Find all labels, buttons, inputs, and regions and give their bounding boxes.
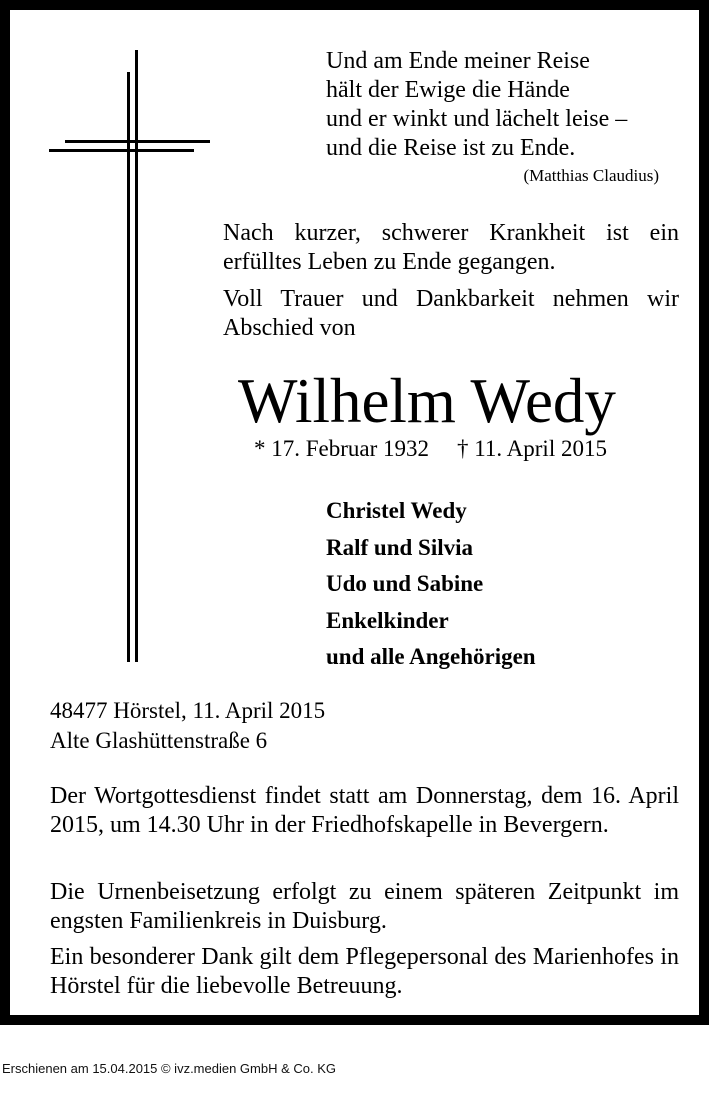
deceased-name: Wilhelm Wedy — [238, 366, 616, 436]
poem-line: Und am Ende meiner Reise — [326, 48, 590, 74]
place-date: 48477 Hörstel, 11. April 2015 — [50, 698, 326, 723]
poem-line: hält der Ewige die Hände — [326, 77, 570, 103]
family-member: Christel Wedy — [326, 498, 467, 523]
intro-paragraph: Nach kurzer, schwerer Krankheit ist ein erfülltes Leben zu Ende gegangen. — [223, 220, 679, 275]
death-date: † 11. April 2015 — [457, 436, 607, 461]
service-paragraph: Der Wortgottesdienst findet statt am Donnerstag, dem 16. April 2015, um 14.30 Uhr in der Friedhofskapelle in Bevergern. — [50, 783, 679, 838]
address-block — [50, 696, 650, 756]
publication-footer: Erschienen am 15.04.2015 © ivz.medien GmbH & Co. KG — [2, 1061, 337, 1076]
poem — [326, 47, 686, 163]
family-member: Ralf und Silvia — [326, 534, 473, 560]
family-list — [326, 493, 666, 676]
service-paragraph: Ein besonderer Dank gilt dem Pflegepersonal des Marienhofes in Hörstel für die liebevolle Betreuung. — [50, 944, 679, 999]
intro-paragraph: Voll Trauer und Dankbarkeit nehmen wir Abschied von — [223, 286, 679, 341]
family-member: Enkelkinder — [326, 607, 449, 633]
service-paragraph: Die Urnenbeisetzung erfolgt zu einem späteren Zeitpunkt im engsten Familienkreis in Duisburg. — [50, 879, 679, 934]
poem-line: und er winkt und lächelt leise – — [326, 106, 628, 132]
poem-author: (Matthias Claudius) — [523, 166, 659, 185]
birth-date: * 17. Februar 1932 — [254, 436, 430, 461]
street-address: Alte Glashüttenstraße 6 — [50, 728, 268, 753]
family-member: und alle Angehörigen — [326, 644, 536, 669]
poem-line: und die Reise ist zu Ende. — [326, 135, 576, 161]
family-member: Udo und Sabine — [326, 571, 484, 596]
life-dates — [254, 436, 674, 462]
